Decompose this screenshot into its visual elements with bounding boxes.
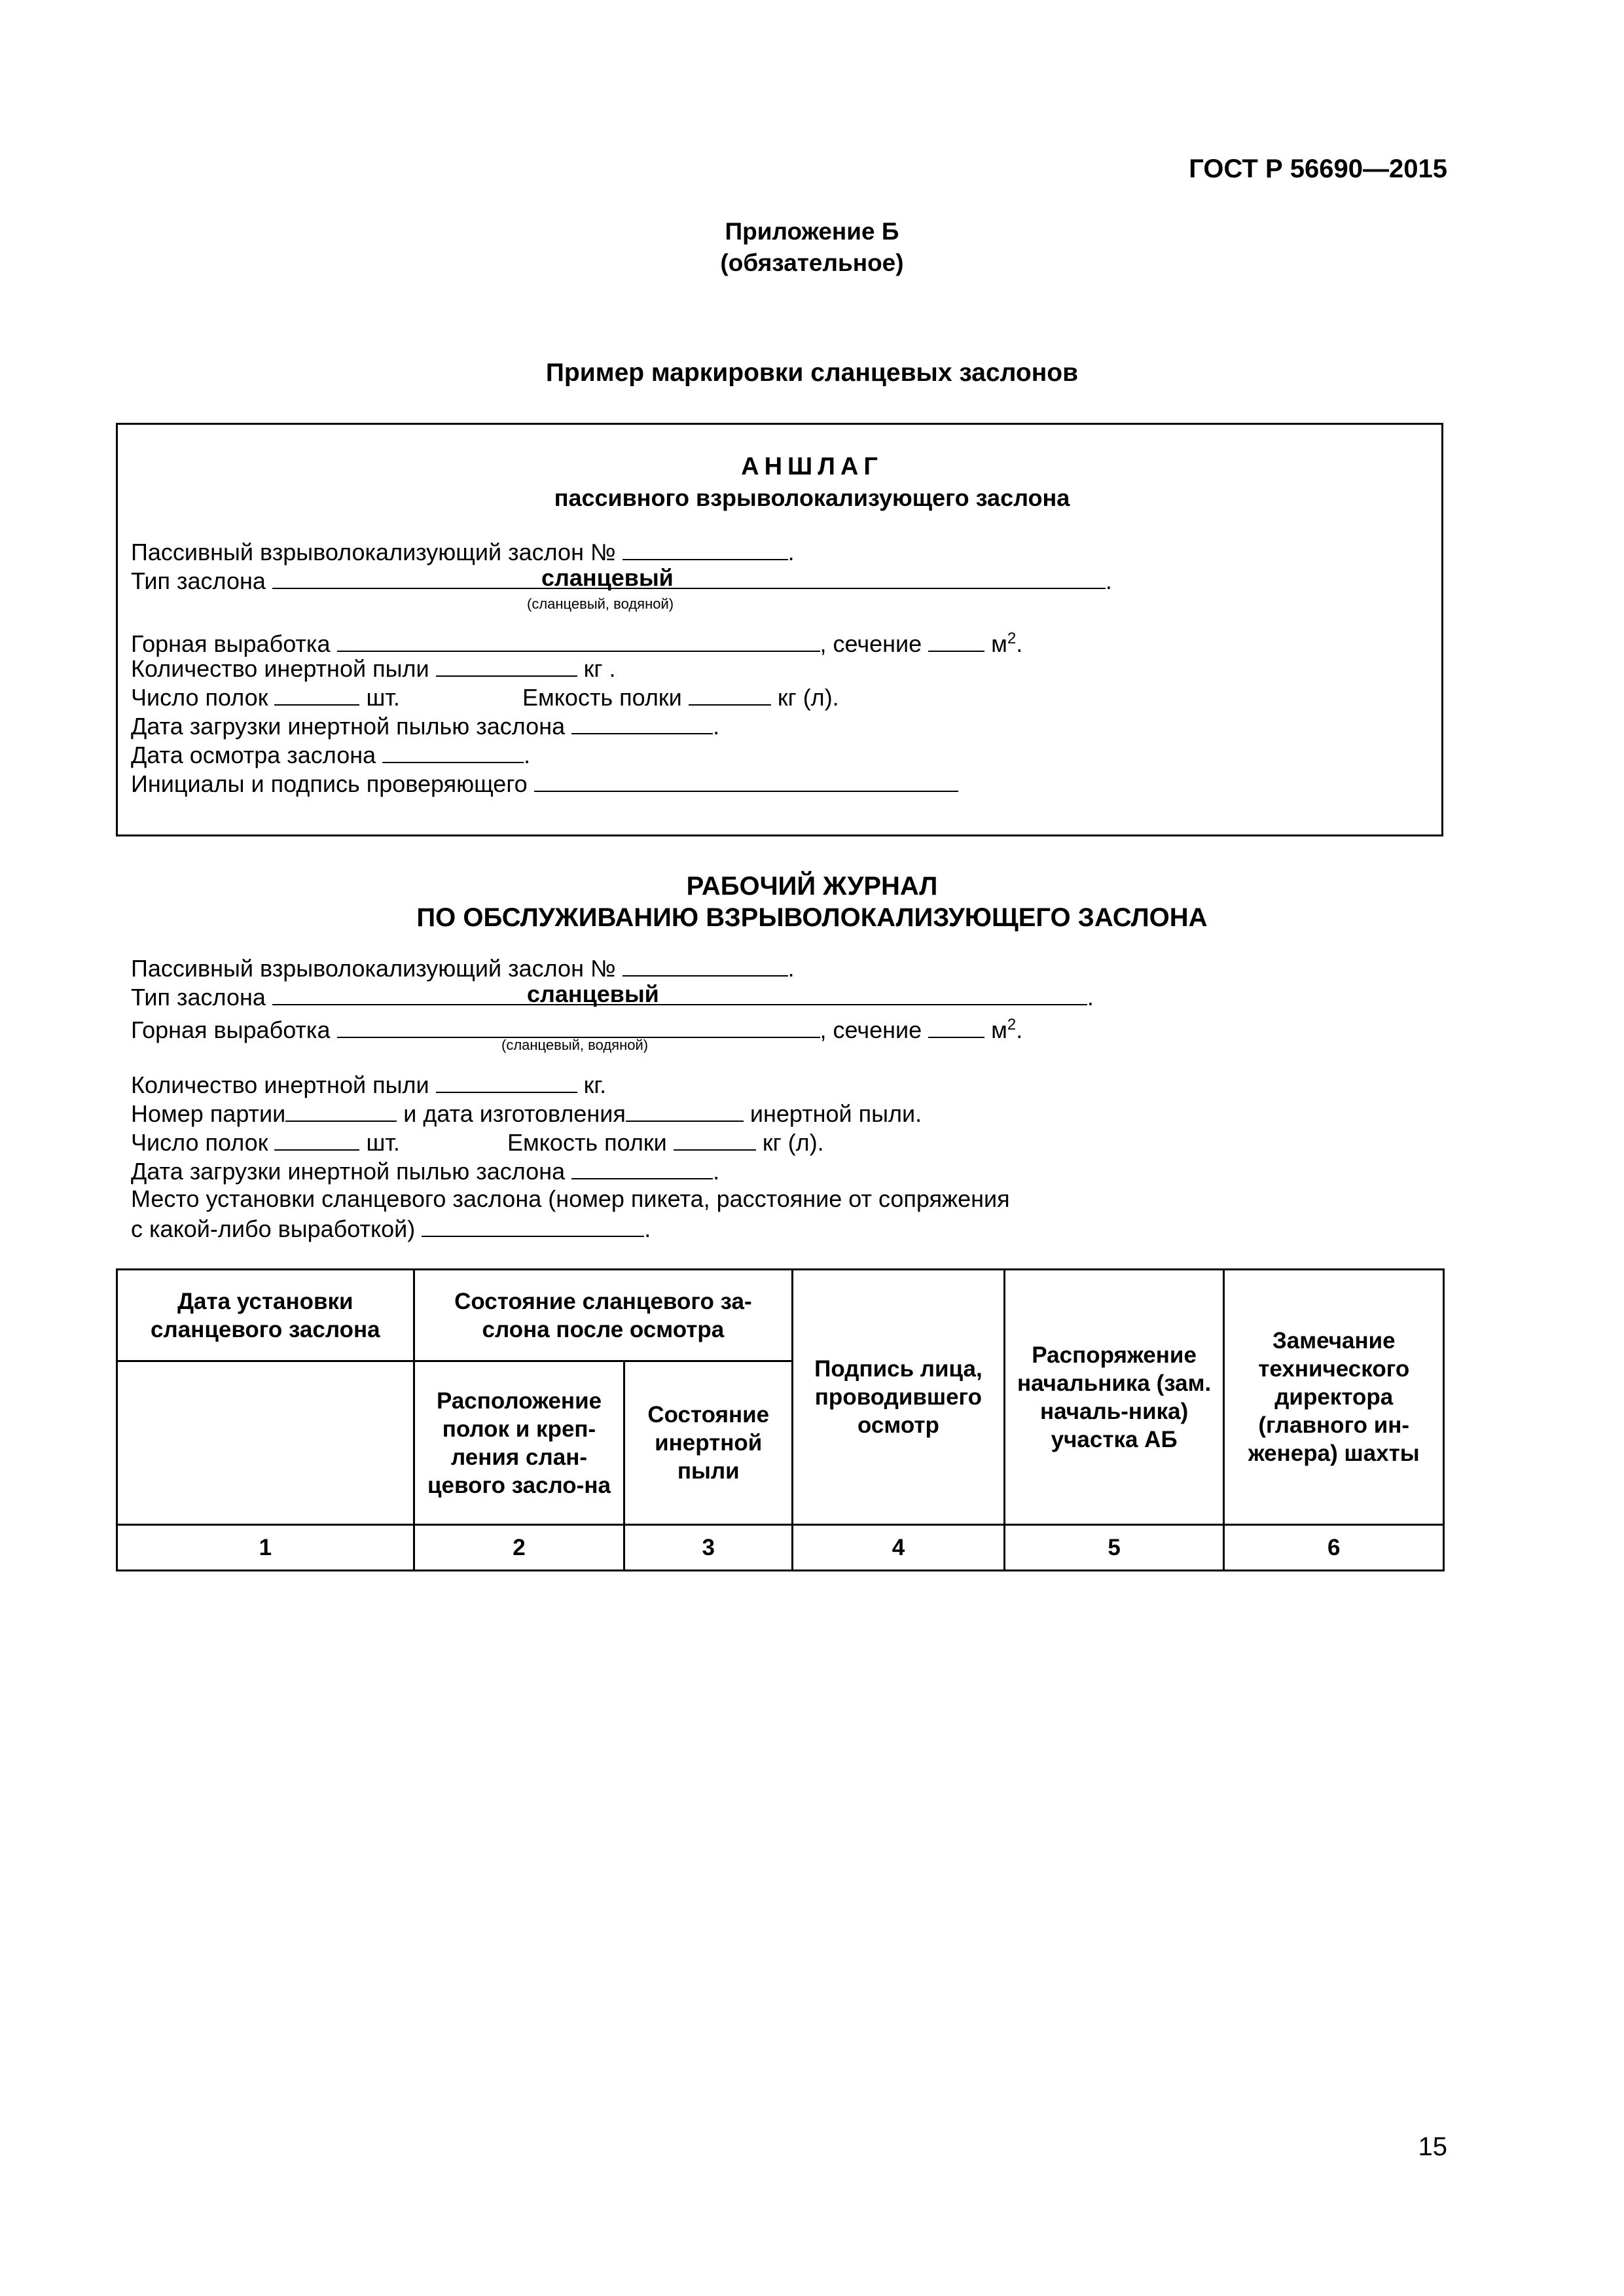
annex-heading bbox=[0, 216, 1624, 279]
col-install-date-header: Дата установки сланцевого заслона bbox=[117, 1270, 414, 1361]
unit-kg: кг. bbox=[583, 1071, 607, 1098]
placard-section-label: , сечение bbox=[820, 630, 922, 657]
journal-location-blank[interactable] bbox=[422, 1213, 644, 1237]
placard-capacity-line bbox=[522, 682, 839, 712]
journal-capacity-line bbox=[507, 1127, 824, 1157]
journal-shelves-blank[interactable] bbox=[274, 1127, 359, 1151]
annex-status: (обязательное) bbox=[720, 249, 904, 276]
journal-made-date-label: и дата изготовления bbox=[403, 1100, 626, 1127]
placard-dust-blank[interactable] bbox=[436, 653, 577, 677]
placard-barrier-no-blank[interactable] bbox=[623, 537, 788, 560]
col-number-1: 1 bbox=[117, 1525, 414, 1571]
journal-dust-label: Количество инертной пыли bbox=[131, 1071, 429, 1098]
placard-type-hint: (сланцевый, водяной) bbox=[527, 596, 674, 612]
journal-shelves-label: Число полок bbox=[131, 1129, 268, 1156]
unit-squared: 2 bbox=[1007, 1016, 1017, 1033]
unit-kg-l: кг (л). bbox=[762, 1129, 824, 1156]
dot: . bbox=[713, 713, 720, 740]
dot: . bbox=[1105, 567, 1112, 594]
dot: . bbox=[644, 1215, 651, 1242]
placard-subtitle: пассивного взрыволокализующего заслона bbox=[554, 484, 1070, 511]
journal-of-dust-label: инертной пыли. bbox=[749, 1100, 922, 1127]
col-signature-header: Подпись лица, проводившего осмотр bbox=[793, 1270, 1005, 1525]
journal-type-label: Тип заслона bbox=[131, 984, 266, 1011]
dot: . bbox=[713, 1158, 720, 1185]
journal-load-date-blank[interactable] bbox=[571, 1156, 713, 1179]
col-shelves-header: Расположение полок и креп-ления слан-цевого засло-на bbox=[414, 1361, 624, 1525]
unit-pcs: шт. bbox=[366, 1129, 400, 1156]
col-number-6: 6 bbox=[1224, 1525, 1444, 1571]
journal-load-date-label: Дата загрузки инертной пылью заслона bbox=[131, 1158, 566, 1185]
placard-shelves-blank[interactable] bbox=[274, 682, 359, 706]
unit-kg: кг . bbox=[583, 655, 616, 682]
journal-batch-blank[interactable] bbox=[285, 1098, 397, 1122]
journal-title bbox=[0, 870, 1624, 933]
col-order-header: Распоряжение начальника (зам. началь-ника) участка АБ bbox=[1004, 1270, 1224, 1525]
dot: . bbox=[1016, 1016, 1023, 1043]
placard-signature-line bbox=[131, 768, 958, 798]
placard-load-date-blank[interactable] bbox=[571, 711, 713, 734]
page-number: 15 bbox=[1418, 2132, 1447, 2161]
journal-barrier-no-label: Пассивный взрыволокализующий заслон № bbox=[131, 955, 616, 982]
journal-made-date-blank[interactable] bbox=[626, 1098, 744, 1122]
unit-pcs: шт. bbox=[366, 684, 400, 711]
col-install-date-empty bbox=[117, 1361, 414, 1525]
journal-type-value: сланцевый bbox=[527, 980, 659, 1007]
journal-table bbox=[116, 1268, 1445, 1571]
journal-section-label: , сечение bbox=[820, 1016, 922, 1043]
unit-m: м bbox=[991, 1016, 1007, 1043]
placard-load-date-line bbox=[131, 711, 719, 741]
journal-dust-line bbox=[131, 1069, 606, 1100]
dot: . bbox=[524, 742, 531, 768]
journal-barrier-no-blank[interactable] bbox=[623, 953, 788, 977]
placard-mine-working-label: Горная выработка bbox=[131, 630, 331, 657]
journal-location-label: с какой-либо выработкой) bbox=[131, 1215, 416, 1242]
journal-mine-working-blank[interactable] bbox=[337, 1014, 820, 1038]
dot: . bbox=[1087, 984, 1094, 1011]
placard-inspect-date-line bbox=[131, 740, 530, 770]
dot: . bbox=[1016, 630, 1023, 657]
journal-type-hint: (сланцевый, водяной) bbox=[501, 1037, 649, 1053]
placard-type-blank[interactable] bbox=[272, 565, 1106, 589]
placard-shelves-label: Число полок bbox=[131, 684, 268, 711]
placard-load-date-label: Дата загрузки инертной пылью заслона bbox=[131, 713, 566, 740]
placard-capacity-label: Емкость полки bbox=[522, 684, 682, 711]
placard-title: АНШЛАГ bbox=[741, 453, 883, 480]
placard-signature-blank[interactable] bbox=[534, 768, 958, 792]
unit-squared: 2 bbox=[1007, 630, 1017, 647]
placard-shelves-line bbox=[131, 682, 400, 712]
placard-inspect-date-label: Дата осмотра заслона bbox=[131, 742, 376, 768]
col-number-5: 5 bbox=[1004, 1525, 1224, 1571]
annex-title: Приложение Б bbox=[725, 218, 899, 245]
placard-barrier-no-label: Пассивный взрыволокализующий заслон № bbox=[131, 539, 616, 565]
journal-location-line1: Место установки сланцевого заслона (номер пикета, расстояние от сопряжения bbox=[131, 1185, 1010, 1212]
document-code: ГОСТ Р 56690—2015 bbox=[1189, 154, 1447, 183]
dot: . bbox=[787, 539, 795, 565]
placard-type-value: сланцевый bbox=[541, 564, 674, 591]
col-remark-header: Замечание технического директора (главного ин-женера) шахты bbox=[1224, 1270, 1444, 1525]
journal-load-date-line bbox=[131, 1156, 719, 1186]
journal-batch-label: Номер партии bbox=[131, 1100, 286, 1127]
placard-dust-line bbox=[131, 653, 615, 683]
placard-section-blank[interactable] bbox=[928, 628, 984, 652]
journal-type-blank[interactable] bbox=[272, 982, 1087, 1005]
journal-mine-working-label: Горная выработка bbox=[131, 1016, 331, 1043]
journal-capacity-blank[interactable] bbox=[674, 1127, 756, 1151]
placard-barrier-no-line bbox=[131, 537, 795, 567]
journal-shelves-line bbox=[131, 1127, 400, 1157]
placard-inspect-date-blank[interactable] bbox=[382, 740, 524, 763]
unit-m: м bbox=[991, 630, 1007, 657]
example-title: Пример маркировки сланцевых заслонов bbox=[545, 359, 1079, 387]
col-dust-state-header: Состояние инертной пыли bbox=[624, 1361, 793, 1525]
journal-section-blank[interactable] bbox=[928, 1014, 984, 1038]
journal-capacity-label: Емкость полки bbox=[507, 1129, 667, 1156]
col-state-group-header: Состояние сланцевого за-слона после осмотра bbox=[414, 1270, 792, 1361]
placard-signature-label: Инициалы и подпись проверяющего bbox=[131, 770, 528, 797]
journal-barrier-no-line bbox=[131, 953, 795, 983]
placard-capacity-blank[interactable] bbox=[689, 682, 771, 706]
col-number-4: 4 bbox=[793, 1525, 1005, 1571]
unit-kg-l: кг (л). bbox=[777, 684, 839, 711]
col-number-3: 3 bbox=[624, 1525, 793, 1571]
journal-dust-blank[interactable] bbox=[436, 1069, 577, 1093]
placard-dust-label: Количество инертной пыли bbox=[131, 655, 429, 682]
col-number-2: 2 bbox=[414, 1525, 624, 1571]
journal-title-line2: ПО ОБСЛУЖИВАНИЮ ВЗРЫВОЛОКАЛИЗУЮЩЕГО ЗАСЛОНА bbox=[416, 903, 1208, 932]
journal-title-line1: РАБОЧИЙ ЖУРНАЛ bbox=[686, 872, 938, 901]
journal-location-line2 bbox=[131, 1213, 651, 1244]
dot: . bbox=[787, 955, 795, 982]
journal-batch-line bbox=[131, 1098, 922, 1128]
placard-type-label: Тип заслона bbox=[131, 567, 266, 594]
placard-mine-working-blank[interactable] bbox=[337, 628, 820, 652]
